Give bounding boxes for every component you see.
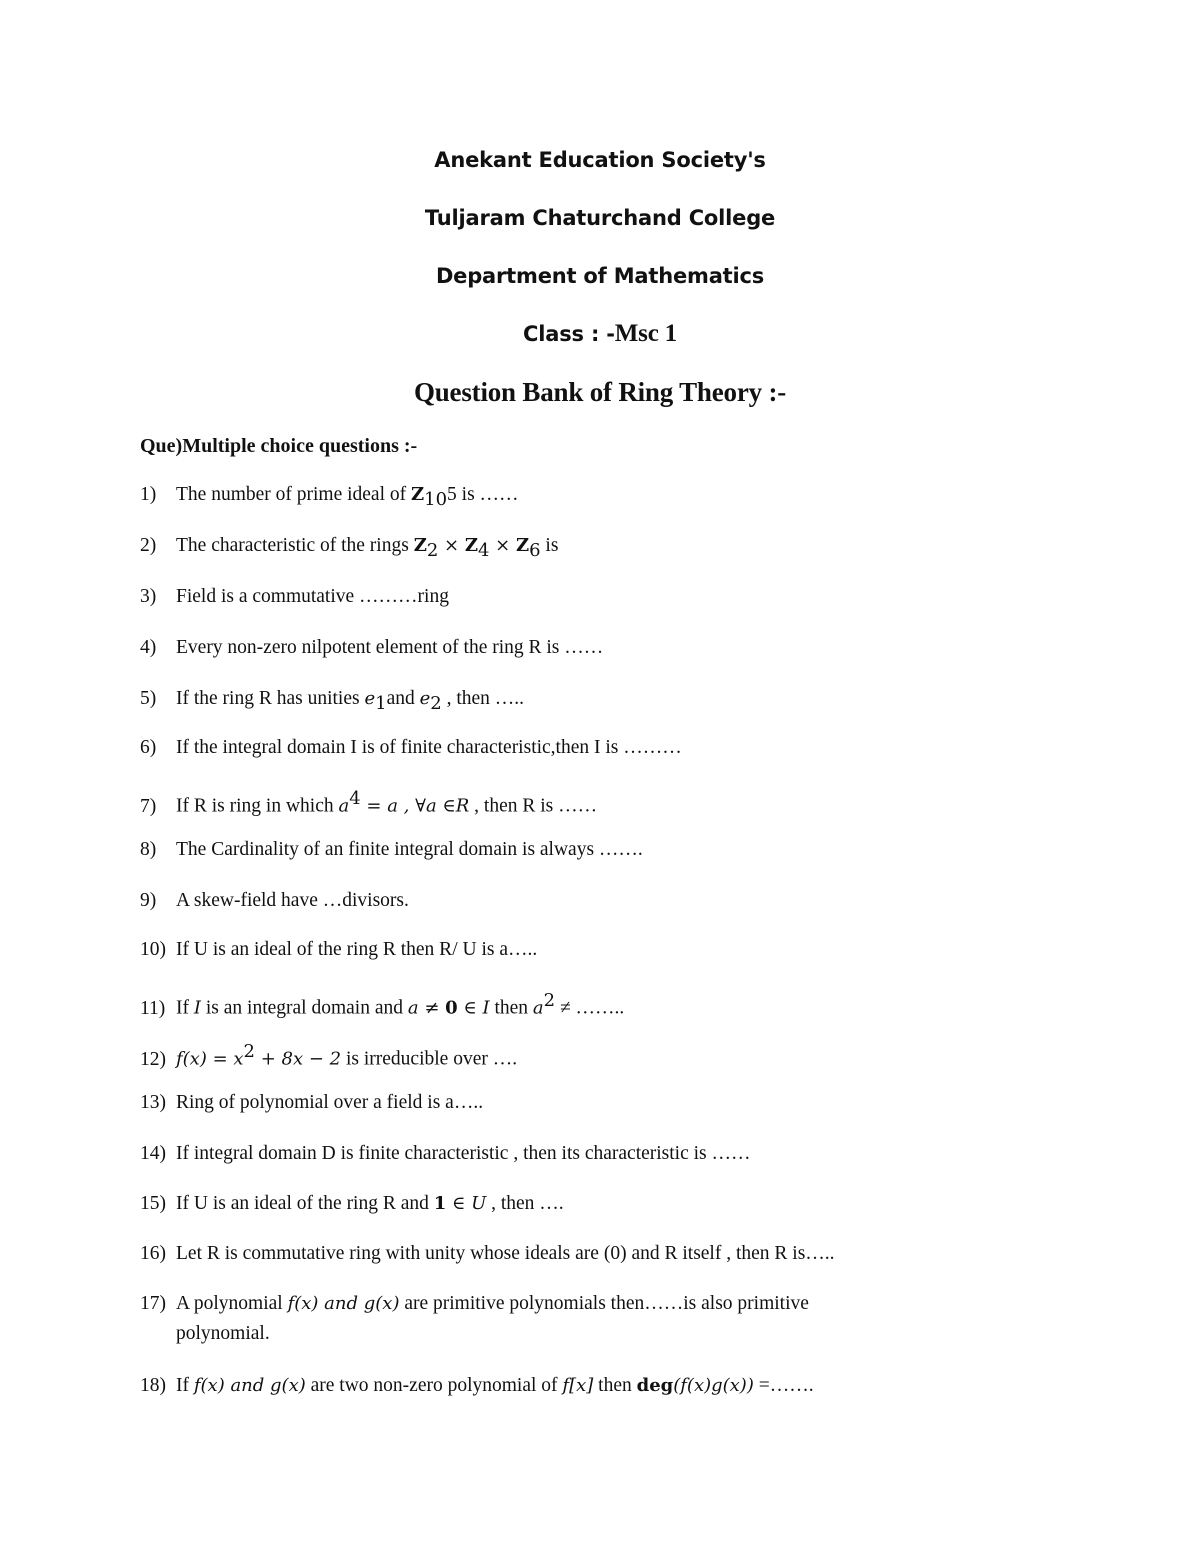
society-name: Anekant Education Society's [434,148,766,172]
math-subscript: 2 [430,692,442,714]
math-subscript: 4 [477,539,490,561]
math-symbol: e [364,688,376,709]
math-symbol: e [419,688,431,709]
question-text: If integral domain D is finite characteristic , then its characteristic is …… [176,1143,751,1164]
question-number: 7) [140,795,157,817]
question-text: If the ring R has unities [176,688,365,709]
math-operator: deg [636,1375,674,1396]
question-text: Field is a commutative ………ring [176,586,449,607]
question-16 [140,1239,1100,1269]
math-symbol: Z [515,535,530,556]
question-number: 17) [140,1293,166,1314]
math-symbol: Z [464,535,478,556]
question-17 [140,1289,1100,1349]
math-expression: = a , ∀a ∈R [360,795,470,817]
math-subscript: 6 [529,539,541,561]
question-8 [140,835,1100,865]
question-number: 10) [140,939,166,960]
math-expression: (f(x)g(x)) [673,1375,754,1396]
question-text: Ring of polynomial over a field is a….. [176,1092,484,1113]
question-text: The characteristic of the rings [176,535,414,556]
question-11 [140,986,1100,1024]
math-subscript: 2 [426,539,439,561]
math-superscript: 2 [243,1041,255,1062]
times-sign: × [438,535,465,556]
question-number: 2) [140,535,157,556]
question-number: 1) [140,484,157,505]
question-14 [140,1139,1100,1169]
question-3 [140,582,1100,612]
question-text: are primitive polynomials then……is also primitive [399,1293,809,1314]
question-text: Every non-zero nilpotent element of the ring R is …… [176,637,604,658]
question-text: If R is ring in which [176,795,339,817]
question-text: ≠ …….. [555,997,625,1019]
math-expression: f(x) = x [176,1048,244,1070]
math-expression: f[x] [562,1375,594,1396]
question-text: If the integral domain I is of finite characteristic,then I is ……… [176,737,682,758]
question-text: , then R is …… [469,795,598,817]
question-9 [140,886,1100,916]
question-text: and [386,688,420,709]
math-symbol: a [532,997,544,1019]
question-text: is [540,535,559,556]
question-number: 4) [140,637,157,658]
math-expression: a [338,795,350,817]
math-symbol: I [193,997,201,1019]
question-number: 9) [140,890,157,911]
question-number: 15) [140,1193,166,1214]
question-number: 6) [140,737,157,758]
question-number: 18) [140,1375,166,1396]
college-name: Tuljaram Chaturchand College [424,206,776,230]
class-value: Msc 1 [614,320,677,347]
question-text: If [176,997,194,1019]
math-expression: a ≠ [407,997,446,1019]
question-number: 5) [140,688,157,709]
question-number: 12) [140,1048,166,1070]
math-expression: f(x) and g(x) [193,1375,306,1396]
question-4 [140,633,1100,663]
math-expression: + 8x − 2 [255,1048,342,1070]
question-text: 5 is …… [447,484,519,505]
question-text: is irreducible over …. [341,1048,518,1070]
question-text: The number of prime ideal of [176,484,411,505]
question-text: A skew-field have …divisors. [176,890,409,911]
question-18 [140,1371,1100,1401]
question-number: 8) [140,839,157,860]
question-continuation: polynomial. [176,1323,270,1344]
times-sign: × [489,535,516,556]
question-text: A polynomial [176,1293,288,1314]
section-label: Que)Multiple choice questions :- [140,435,418,457]
document-title: Question Bank of Ring Theory :- [413,377,787,407]
question-13 [140,1088,1100,1118]
math-superscript: 2 [543,990,556,1011]
question-1 [140,480,1100,515]
department-name: Department of Mathematics [435,264,765,288]
math-superscript: 4 [349,788,361,809]
question-number: 16) [140,1243,166,1264]
question-text: If U is an ideal of the ring R and [176,1193,434,1214]
math-expression: f(x) and g(x) [287,1293,400,1314]
question-number: 14) [140,1143,166,1164]
question-text: Let R is commutative ring with unity whose ideals are (0) and R itself , then R is….. [176,1243,835,1264]
question-number: 13) [140,1092,166,1113]
question-12 [140,1037,1100,1075]
question-text: is an integral domain and [201,997,408,1019]
question-text: If [176,1375,194,1396]
math-one: 1 [433,1193,447,1214]
question-text: are two non-zero polynomial of [305,1375,563,1396]
math-subscript: 1 [375,692,387,714]
math-symbol: Z [411,484,425,505]
question-6 [140,733,1100,763]
math-zero: 0 [445,997,458,1019]
question-text: , then ….. [441,688,525,709]
question-text: The Cardinality of an finite integral domain is always ……. [176,839,643,860]
question-number: 3) [140,586,157,607]
math-subscript: 10 [424,488,448,510]
question-5 [140,684,1100,719]
question-text: then [489,997,533,1019]
question-7 [140,784,1100,822]
math-expression: ∈ U [446,1193,487,1214]
question-10 [140,935,1100,965]
class-label: Class : - [523,322,615,346]
question-text: =……. [753,1375,814,1396]
math-symbol: Z [413,535,427,556]
question-text: then [593,1375,637,1396]
question-15 [140,1189,1100,1219]
question-text: If U is an ideal of the ring R then R/ U is a….. [176,939,538,960]
math-expression: ∈ I [457,997,490,1019]
class-line [0,320,1200,348]
question-2 [140,531,1100,566]
question-text: , then …. [486,1193,564,1214]
question-number: 11) [140,997,166,1019]
